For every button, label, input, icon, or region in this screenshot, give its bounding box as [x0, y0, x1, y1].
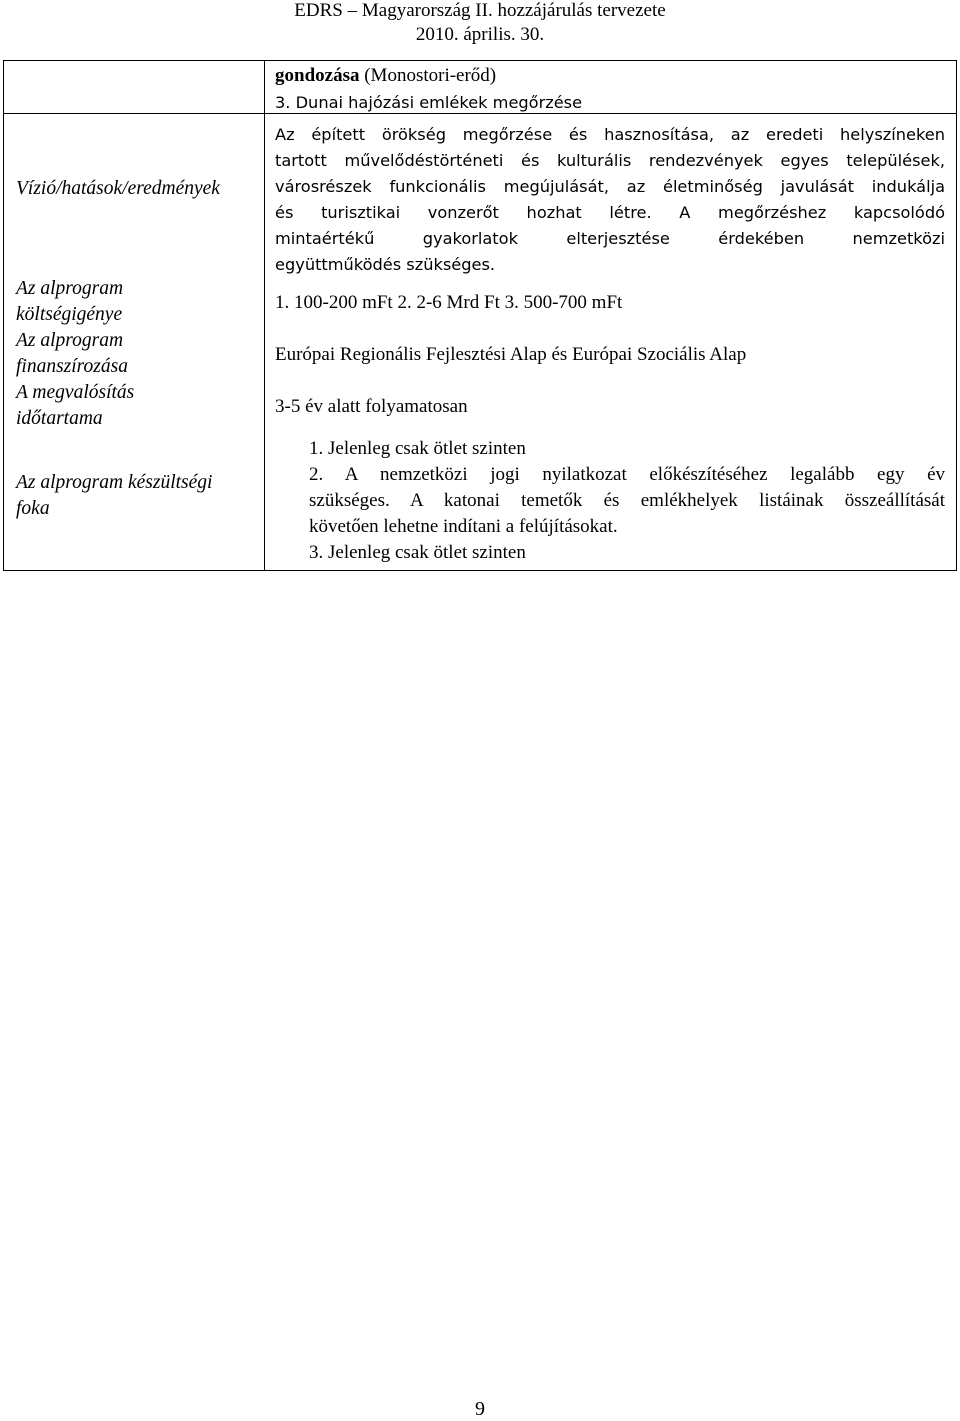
label-fin-1: Az alprogram [16, 330, 124, 351]
label-dur-1: A megvalósítás [16, 382, 135, 403]
prev-item-rest: (Monostori-erőd) [359, 65, 497, 86]
page-number: 9 [475, 1398, 485, 1420]
label-fin-2: finanszírozása [16, 356, 128, 377]
cost-text: 1. 100-200 mFt 2. 2-6 Mrd Ft 3. 500-700 mFt [275, 292, 623, 313]
item3-title: 3. Dunai hajózási emlékek megőrzése [275, 93, 583, 112]
header-title: EDRS – Magyarország II. hozzájárulás tervezete [294, 0, 666, 21]
status-line: szükséges. A katonai temetők és emlékhelyek listáinak összeállítását [309, 490, 945, 511]
header-date: 2010. április. 30. [415, 24, 545, 45]
right-cell-top [265, 61, 957, 114]
label-vision: Vízió/hatások/eredmények [16, 178, 220, 199]
status-line: 3. Jelenleg csak ötlet szinten [309, 542, 526, 563]
vision-line: mintaértékű gyakorlatok elterjesztése érdekében nemzetközi [275, 229, 945, 248]
left-cell-labels [4, 114, 265, 571]
label-ready-1: Az alprogram készültségi [16, 472, 213, 493]
right-cell-content [265, 114, 957, 571]
vision-line: városrészek funkcionális megújulását, az életminőség javulását indukálja [275, 177, 945, 196]
vision-line: együttműködés szükséges. [275, 255, 496, 274]
duration-text: 3-5 év alatt folyamatosan [275, 396, 468, 417]
status-line: követően lehetne indítani a felújításokat. [309, 516, 618, 537]
label-cost-1: Az alprogram [16, 278, 124, 299]
status-line: 2. A nemzetközi jogi nyilatkozat előkészítéséhez legalább egy év [309, 464, 945, 485]
table-row [4, 114, 957, 571]
label-ready-2: foka [16, 498, 50, 519]
vision-line: tartott művelődéstörténeti és kulturális rendezvények egyes települések, [275, 151, 945, 170]
prev-item-bold: gondozása [275, 65, 360, 86]
status-line: 1. Jelenleg csak ötlet szinten [309, 438, 526, 459]
left-cell-blank [4, 61, 265, 114]
prev-item-line [275, 63, 496, 89]
vision-line: Az épített örökség megőrzése és hasznosítása, az eredeti helyszíneken [275, 125, 945, 144]
financing-text: Európai Regionális Fejlesztési Alap és Európai Szociális Alap [275, 344, 747, 365]
table-row [4, 61, 957, 114]
label-dur-2: időtartama [16, 408, 103, 429]
label-cost-2: költségigénye [16, 304, 123, 325]
vision-line: és turisztikai vonzerőt hozhat létre. A megőrzéshez kapcsolódó [275, 203, 945, 222]
program-table [3, 60, 957, 571]
